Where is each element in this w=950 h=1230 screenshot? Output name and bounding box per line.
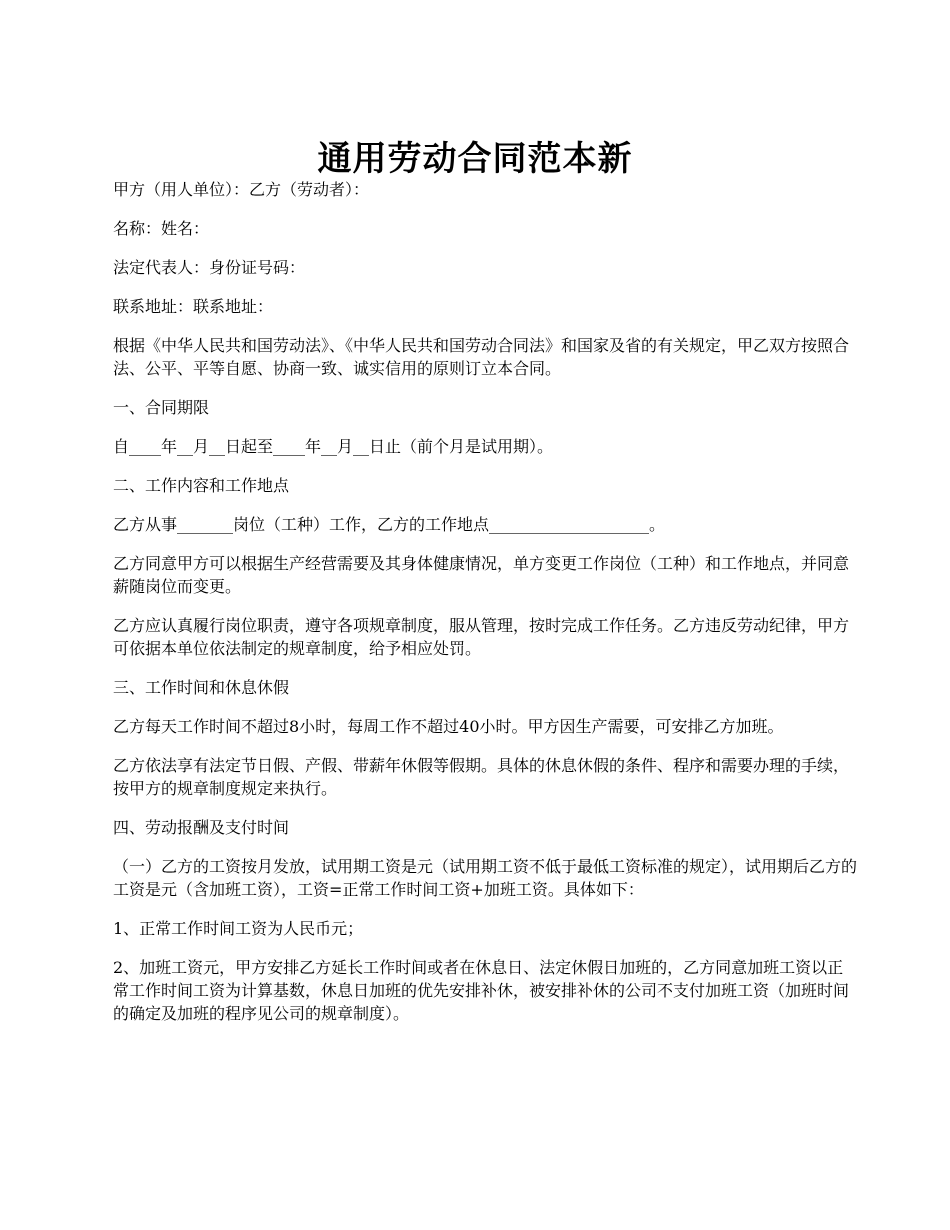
term-paragraph: 自____年__月__日起至____年__月__日止（前个月是试用期）。 <box>113 437 554 456</box>
document-body <box>113 178 858 1041</box>
party-header: 甲方（用人单位）：乙方（劳动者）： <box>113 180 370 199</box>
pay-item-1: 1、正常工作时间工资为人民币元； <box>113 919 364 938</box>
work-position-paragraph: 乙方从事_______岗位（工种）工作，乙方的工作地点____________________。 <box>113 515 666 534</box>
preamble-paragraph: 根据《中华人民共和国劳动法》、《中华人民共和国劳动合同法》和国家及省的有关规定，甲乙双方按照合法、公平、平等自愿、协商一致、诚实信用的原则订立本合同。 <box>113 336 850 378</box>
pay-item-2: 2、加班工资元，甲方安排乙方延长工作时间或者在休息日、法定休假日加班的，乙方同意加班工资以正常工作时间工资为计算基数，休息日加班的优先安排补休，被安排补休的公司不支付加班工资（加班时间的确定及加班的程序见公司的规章制度）。 <box>113 958 850 1023</box>
pay-paragraph: （一）乙方的工资按月发放，试用期工资是元（试用期工资不低于最低工资标准的规定），试用期后乙方的工资是元（含加班工资），工资=正常工作时间工资+加班工资。具体如下： <box>113 857 858 899</box>
section-heading-term: 一、合同期限 <box>113 398 210 417</box>
name-line: 名称：姓名： <box>113 219 210 238</box>
section-heading-work: 二、工作内容和工作地点 <box>113 476 290 495</box>
document-title: 通用劳动合同范本新 <box>317 138 633 179</box>
work-duty-paragraph: 乙方应认真履行岗位职责，遵守各项规章制度，服从管理，按时完成工作任务。乙方违反劳动纪律，甲方可依据本单位依法制定的规章制度，给予相应处罚。 <box>113 616 850 658</box>
leave-paragraph: 乙方依法享有法定节日假、产假、带薪年休假等假期。具体的休息休假的条件、程序和需要办理的手续，按甲方的规章制度规定来执行。 <box>113 756 850 798</box>
address-line: 联系地址：联系地址： <box>113 297 274 316</box>
work-change-paragraph: 乙方同意甲方可以根据生产经营需要及其身体健康情况，单方变更工作岗位（工种）和工作地点，并同意薪随岗位而变更。 <box>113 554 850 596</box>
section-heading-pay: 四、劳动报酬及支付时间 <box>113 818 290 837</box>
representative-line: 法定代表人：身份证号码： <box>113 258 306 277</box>
hours-paragraph: 乙方每天工作时间不超过8小时，每周工作不超过40小时。甲方因生产需要，可安排乙方加班。 <box>113 717 784 736</box>
section-heading-hours: 三、工作时间和休息休假 <box>113 678 290 697</box>
